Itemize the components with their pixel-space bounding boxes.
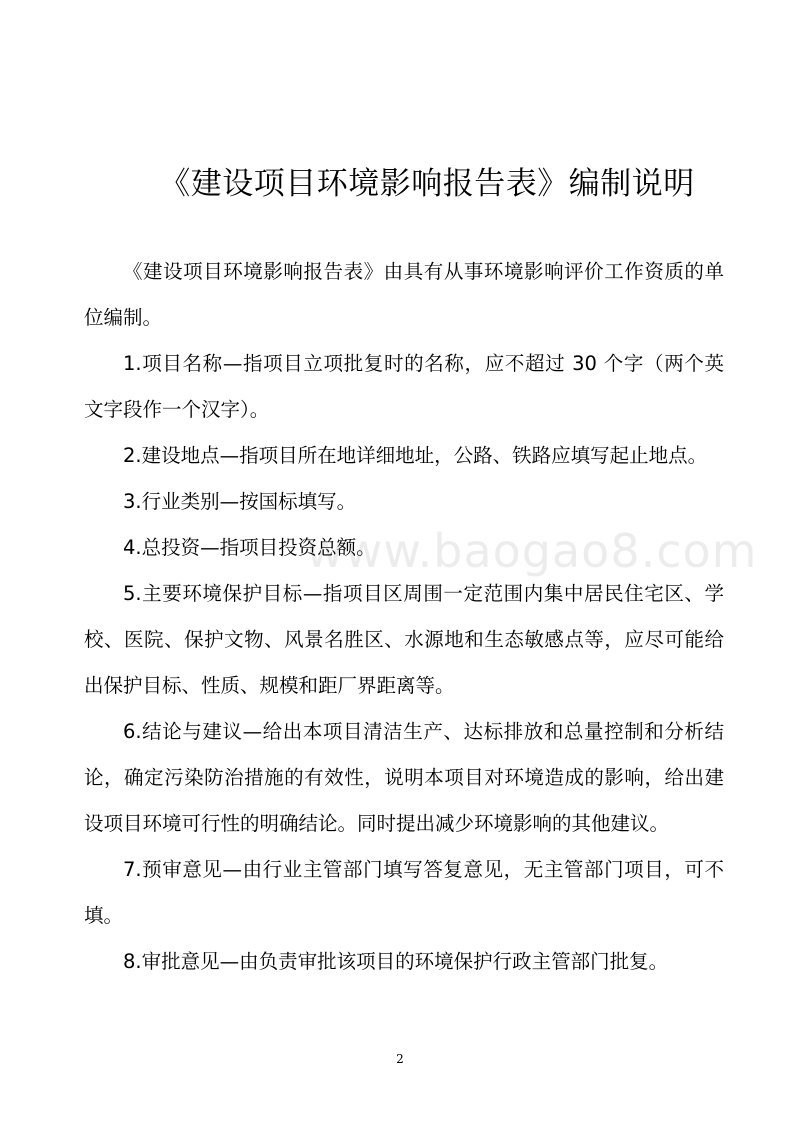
item-protection-targets: 5.主要环境保护目标—指项目区周围一定范围内集中居民住宅区、学校、医院、保护文物、风景名胜区、水源地和生态敏感点等，应尽可能给出保护目标、性质、规模和距厂界距离等。 [84,582,724,697]
item-project-name: 1.项目名称—指项目立项批复时的名称，应不超过 30 个字（两个英文字段作一个汉字）。 [84,352,724,421]
item-approval-opinion: 8.审批意见—由负责审批该项目的环境保护行政主管部门批复。 [123,950,669,973]
item-conclusions: 6.结论与建议—给出本项目清洁生产、达标排放和总量控制和分析结论，确定污染防治措施的有效性，说明本项目对环境造成的影响，给出建设项目环境可行性的明确结论。同时提出减少环境影响的其他建议。 [84,720,724,835]
item-preliminary-review: 7.预审意见—由行业主管部门填写答复意见，无主管部门项目，可不填。 [84,858,724,927]
item-construction-site: 2.建设地点—指项目所在地详细地址，公路、铁路应填写起止地点。 [123,444,708,467]
item-industry-category: 3.行业类别—按国标填写。 [123,490,357,513]
watermark: www.baogao8.com [306,524,758,578]
page-number: 2 [396,1052,404,1066]
item-total-investment: 4.总投资—指项目投资总额。 [123,536,376,559]
intro-paragraph: 《建设项目环境影响报告表》由具有从事环境影响评价工作资质的单位编制。 [84,260,724,329]
document-body [84,249,724,985]
document-title: 《建设项目环境影响报告表》编制说明 [159,166,695,202]
